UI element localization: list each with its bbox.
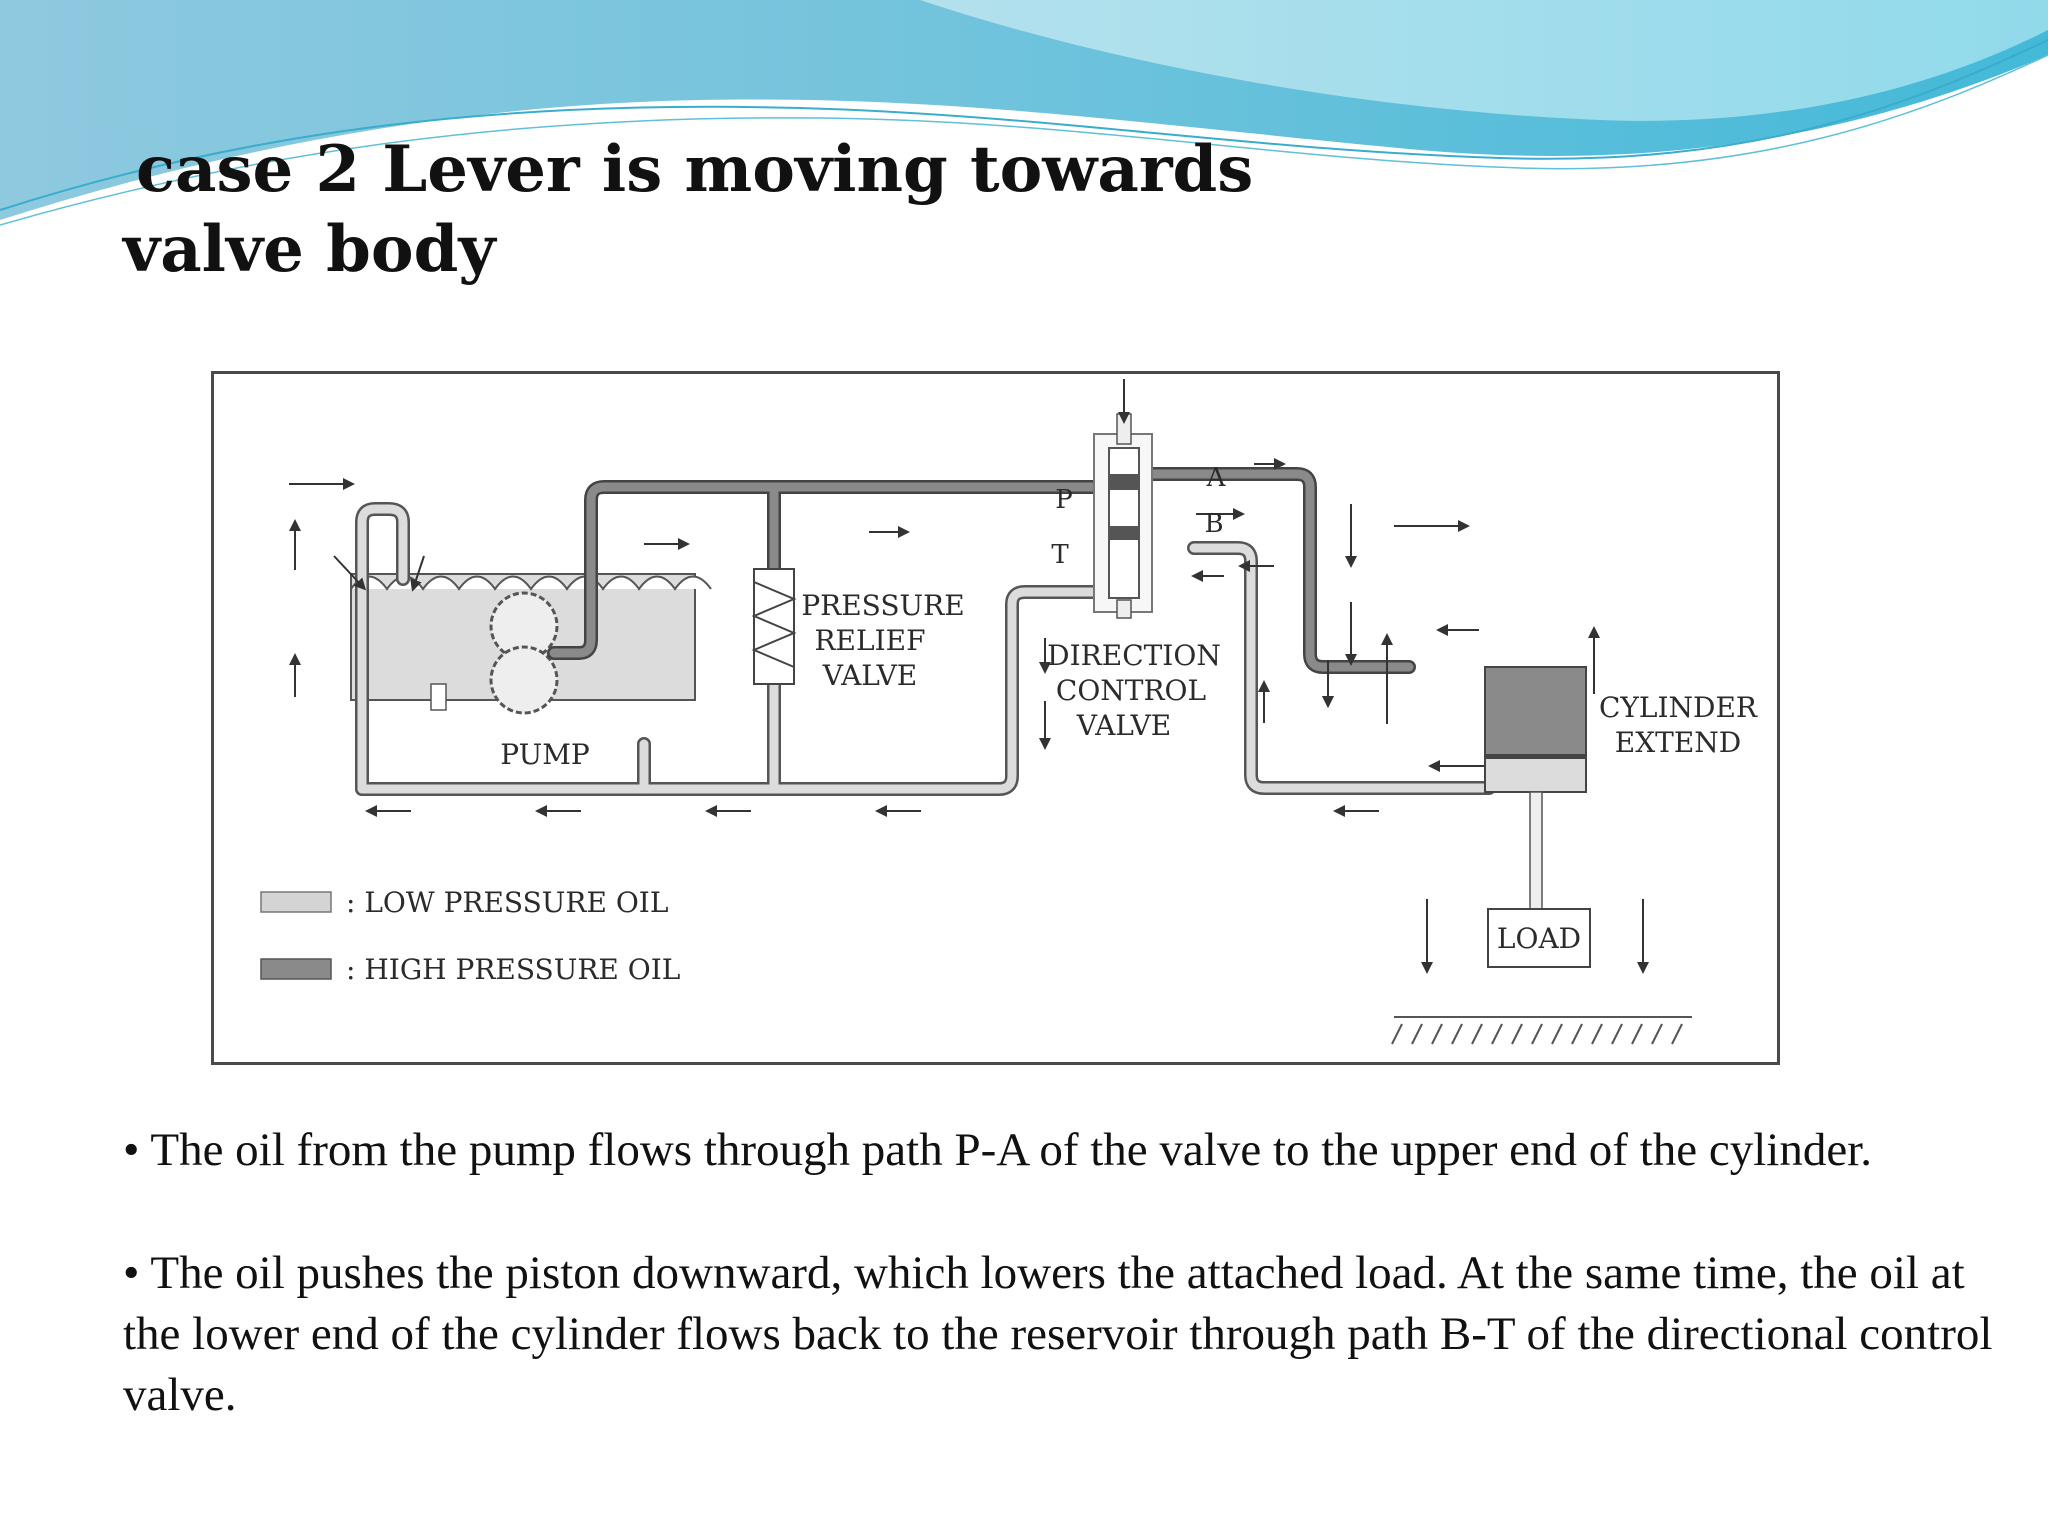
- dcv-label-3: VALVE: [1076, 709, 1172, 742]
- hydraulic-cylinder: [1485, 667, 1586, 910]
- legend: [261, 892, 331, 979]
- dcv-label-1: DIRECTION: [1047, 639, 1221, 672]
- port-a-label: A: [1206, 463, 1226, 493]
- title-line-1: case 2 Lever is moving towards: [136, 132, 1254, 207]
- dcv-label-2: CONTROL: [1055, 674, 1207, 707]
- pressure-relief-valve: [754, 569, 794, 684]
- legend-low-swatch: [261, 892, 331, 912]
- circuit-svg: [214, 374, 1777, 1062]
- pump-label: PUMP: [500, 738, 590, 771]
- cylinder-label-1: CYLINDER: [1598, 691, 1758, 724]
- relief-valve-label-2: RELIEF: [814, 624, 926, 657]
- title-line-2: valve body: [123, 212, 496, 287]
- legend-high-swatch: [261, 959, 331, 979]
- legend-low-label: : LOW PRESSURE OIL: [346, 886, 669, 919]
- ground-hatch: [1392, 1017, 1692, 1044]
- legend-high-label: : HIGH PRESSURE OIL: [346, 953, 681, 986]
- direction-control-valve: [1094, 379, 1152, 618]
- port-t-label: T: [1051, 540, 1069, 570]
- cylinder-label-2: EXTEND: [1614, 726, 1742, 759]
- port-b-label: B: [1204, 509, 1224, 539]
- bullet-list: [123, 1120, 1993, 1426]
- slide-title: [123, 130, 1253, 290]
- relief-valve-label-3: VALVE: [822, 659, 918, 692]
- load-label: LOAD: [1496, 922, 1582, 955]
- port-p-label: P: [1055, 485, 1073, 515]
- hydraulic-circuit-diagram: [211, 371, 1780, 1065]
- relief-valve-label-1: PRESSURE: [801, 589, 965, 622]
- bullet-item: • The oil pushes the piston downward, which lowers the attached load. At the same time, the oil at the lower end of the cylinder flows back to the reservoir through path B-T of the directional control valve.: [123, 1247, 1993, 1421]
- bullet-item: • The oil from the pump flows through path P-A of the valve to the upper end of the cylinder.: [123, 1124, 1873, 1176]
